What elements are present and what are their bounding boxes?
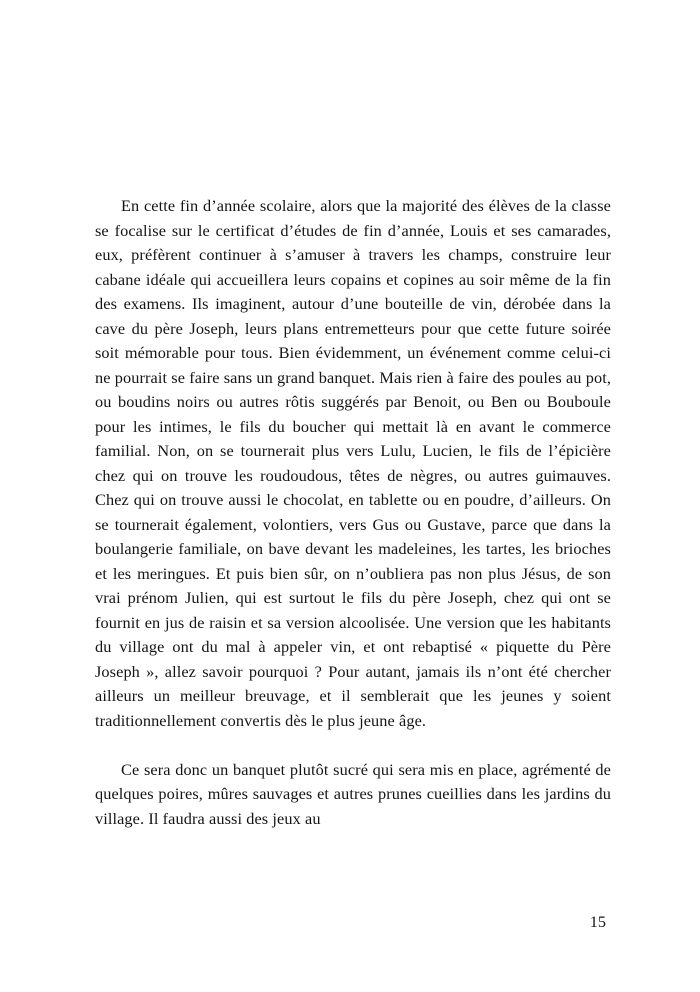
page-text — [95, 194, 611, 831]
paragraph-1: En cette fin d’année scolaire, alors que la majorité des élèves de la classe se focalise sur le certificat d’études de fin d’année, Louis et ses camarades, eux, préfèrent continuer à s’amuser à travers les champs, construire leur cabane idéale qui accueillera leurs copains et copines au soir même de la fin des examens. Ils imaginent, autour d’une bouteille de vin, dérobée dans la cave du père Joseph, leurs plans entremetteurs pour que cette future soirée soit mémorable pour tous. Bien évidemment, un événement comme celui-ci ne pourrait se faire sans un grand banquet. Mais rien à faire des poules au pot, ou boudins noirs ou autres rôtis suggérés par Benoit, ou Ben ou Bouboule pour les intimes, le fils du boucher qui mettait là en avant le commerce familial. Non, on se tournerait plus vers Lulu, Lucien, le fils de l’épicière chez qui on trouve les roudoudous, têtes de nègres, ou autres guimauves. Chez qui on trouve aussi le chocolat, en tablette ou en poudre, d’ailleurs. On se tournerait également, volontiers, vers Gus ou Gustave, parce que dans la boulangerie familiale, on bave devant les madeleines, les tartes, les brioches et les meringues. Et puis bien sûr, on n’oubliera pas non plus Jésus, de son vrai prénom Julien, qui est surtout le fils du père Joseph, chez qui ont se fournit en jus de raisin et sa version alcoolisée. Une version que les habitants du village ont du mal à appeler vin, et ont rebaptisé « piquette du Père Joseph », allez savoir pourquoi ? Pour autant, jamais ils n’ont été chercher ailleurs un meilleur breuvage, et il semblerait que les jeunes y soient traditionnellement convertis dès le plus jeune âge. — [95, 196, 611, 730]
paragraph-2: Ce sera donc un banquet plutôt sucré qui sera mis en place, agrémenté de quelques poires, mûres sauvages et autres prunes cueillies dans les jardins du village. Il faudra aussi des jeux au — [95, 759, 611, 828]
page-number: 15 — [589, 912, 606, 931]
